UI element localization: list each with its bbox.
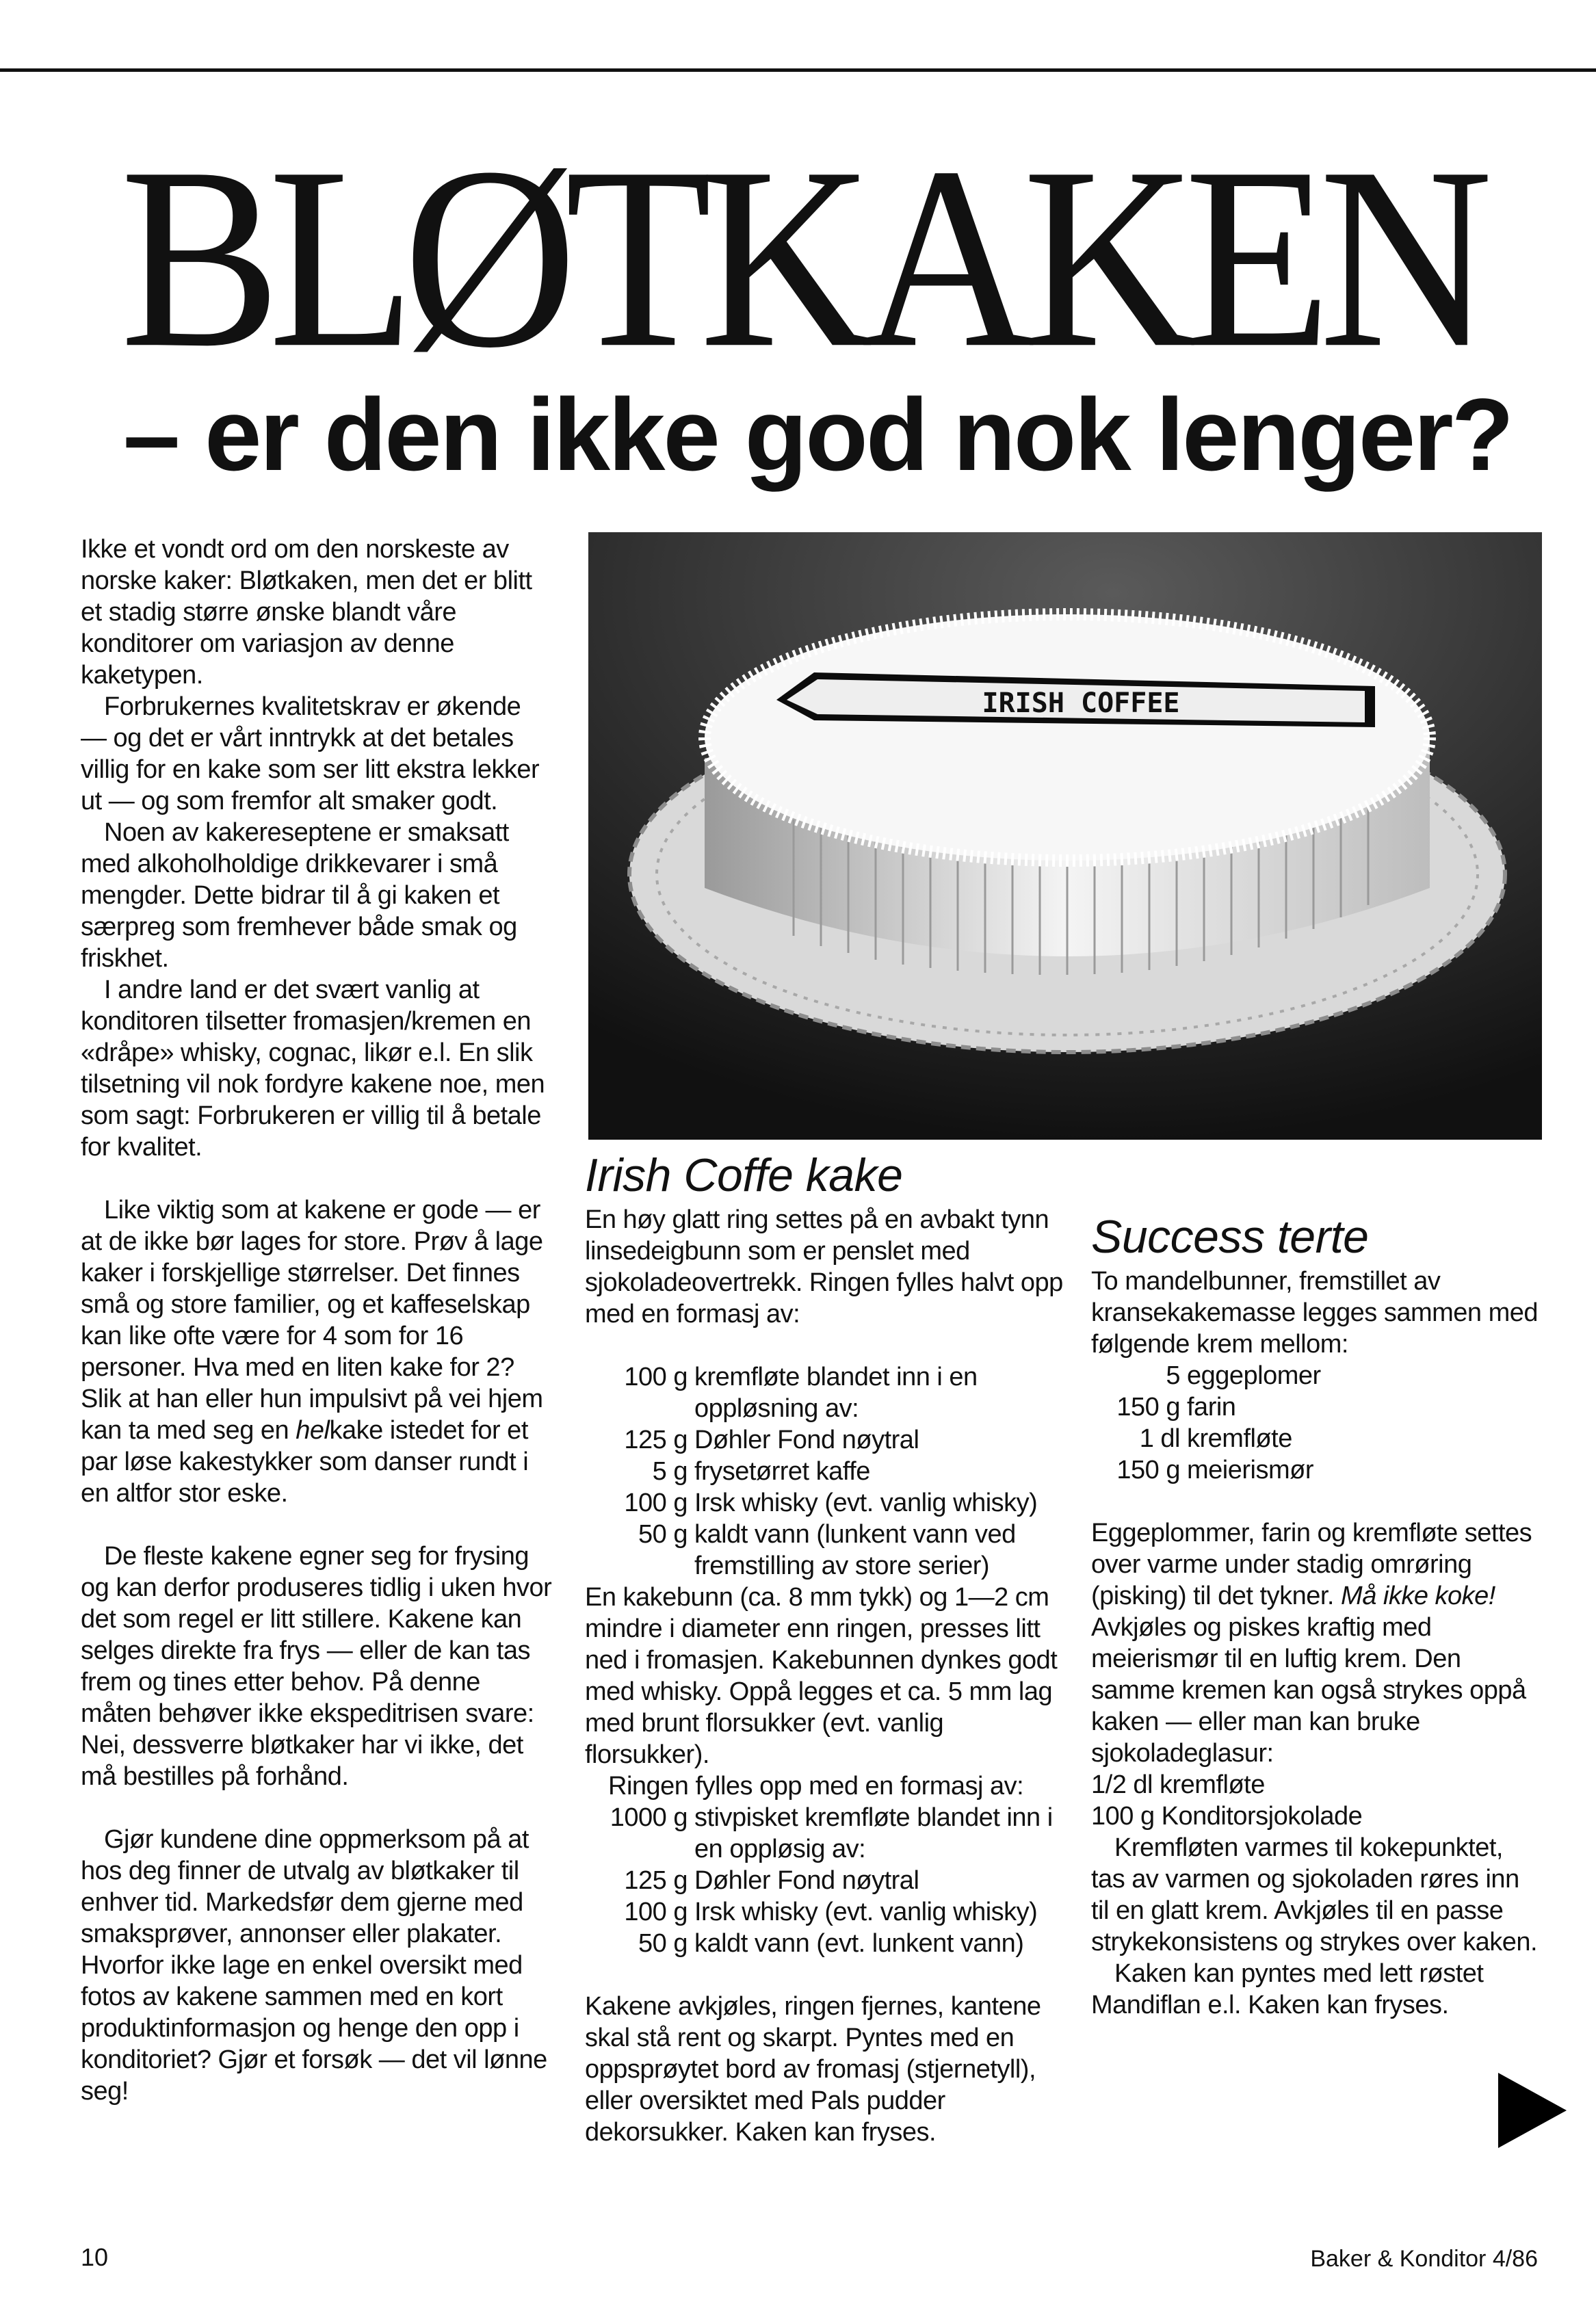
success-terte-method [1091,1517,1543,1769]
ingredient-quantity: 1000 g [610,1803,688,1832]
intro-paragraph-3: Noen av kakereseptene er smaksatt med alkoholholdige drikkevarer i små mengder. Dette bidrar til å gi kaken et særpreg som fremhever både smak og friskhet. [81,818,517,973]
page-number: 10 [81,2243,109,2271]
ingredient-quantity: 5 g [652,1457,688,1486]
cake-photo [588,532,1542,1140]
irish-coffee-ingredients-2 [585,1802,1064,1959]
ingredient-row [1091,1360,1543,1391]
ingredient-quantity: 5 [1166,1361,1180,1390]
irish-coffee-middle-1: En kakebunn (ca. 8 mm tykk) og 1—2 cm mindre i diameter enn ringen, presses litt ned i fromasjen. Kakebunnen dynkes godt med whisky. Oppå legges et ca. 5 mm lag med brunt florsukker (evt. vanlig florsukker). [585,1583,1058,1769]
ingredient-text: kremfløte blandet inn i en oppløsning av: [694,1363,978,1423]
ingredient-quantity: 100 g [624,1489,688,1517]
success-method-emphasis: Må ikke koke! [1341,1582,1495,1610]
subheadline: – er den ikke god nok lenger? [123,377,1513,492]
irish-coffee-middle-2: Ringen fylles opp med en formasj av: [608,1772,1024,1801]
intro-paragraph-5 [81,1194,553,1509]
ingredient-text: kaldt vann (evt. lunkent vann) [694,1929,1024,1958]
ingredient-row [585,1519,1064,1582]
ingredient-text: eggeplomer [1187,1361,1321,1390]
intro-paragraph-6: De fleste kakene egner seg for frysing og kan derfor produseres tidlig i uken hvor det som regel er litt stillere. Kakene kan selges direkte fra frys — eller de kan tas frem og tines etter behov. På denne måten behøver ikke ekspeditrisen svare: Nei, dessverre bløtkaker har vi ikke, det må bestilles på forhånd. [81,1542,552,1791]
ingredient-text: Døhler Fond nøytral [694,1426,919,1454]
ingredient-row [585,1424,1064,1456]
ingredient-row [1091,1454,1543,1486]
success-ingredient-cream: 1/2 dl kremfløte [1091,1770,1265,1799]
emphasis-hel: hel [296,1416,330,1445]
headline: BLØTKAKEN [120,114,1481,402]
sign-label: IRISH COFFEE [982,688,1180,719]
irish-coffee-outro: Kakene avkjøles, ringen fjernes, kantene skal stå rent og skarpt. Pyntes med en oppsprøytet bord av fromasj (stjernetyll), eller oversiktet med Pals pudder dekorsukker. Kaken kan fryses. [585,1992,1041,2147]
irish-coffee-recipe [585,1149,1064,2148]
success-terte-ingredients-1 [1091,1360,1543,1486]
irish-coffee-ingredients-1 [585,1361,1064,1582]
intro-paragraph-7: Gjør kundene dine oppmerksom på at hos deg finner de utvalg av bløtkaker til enhver tid. Markedsfør dem gjerne med smaksprøver, annonser eller plakater. Hvorfor ikke lage en enkel oversikt med fotos av kakene sammen med en kort produktinformasjon og henge den opp i konditoriet? Gjør et forsøk — det vil lønne seg! [81,1825,547,2106]
intro-paragraph-5-end: kake istedet for et par løse kakestykker som danser rundt i en altfor stor eske. [81,1416,529,1508]
ingredient-text: Irsk whisky (evt. vanlig whisky) [694,1489,1038,1517]
continue-arrow-icon [1498,2073,1567,2148]
ingredient-row [1091,1423,1543,1454]
ingredient-row [585,1456,1064,1487]
success-terte-para-3: Kaken kan pyntes med lett røstet Mandiflan e.l. Kaken kan fryses. [1091,1959,1484,2019]
ingredient-row [585,1896,1064,1928]
ingredient-row [585,1928,1064,1959]
ingredient-row [585,1361,1064,1424]
success-method-text-2: Avkjøles og piskes kraftig med meierismør til en luftig krem. Den samme kremen kan også strykes oppå kaken — eller man kan bruke sjokoladeglasur: [1091,1613,1526,1768]
ingredient-text: frysetørret kaffe [694,1457,870,1486]
ingredient-text: farin [1187,1393,1236,1422]
intro-paragraph-4: I andre land er det svært vanlig at konditoren tilsetter fromasjen/kremen en «dråpe» whisky, cognac, likør e.l. En slik tilsetning vil nok fordyre kakene noe, men som sagt: Forbrukeren er villig til å betale for kvalitet. [81,976,545,1162]
ingredient-row [1091,1391,1543,1423]
intro-paragraph-5-text: Like viktig som at kakene er gode — er at de ikke bør lages for store. Prøv å lage kaker i forskjellige størrelser. Det finnes små og store familier, og et kaffeselskap kan like ofte være for 4 som for 16 personer. Hva med en liten kake for 2? Slik at han eller hun impulsivt på vei hjem kan ta med seg en [81,1196,543,1445]
ingredient-quantity: 125 g [624,1866,688,1895]
ingredient-row [585,1865,1064,1896]
irish-coffee-title: Irish Coffe kake [585,1149,903,1201]
ingredient-text: Døhler Fond nøytral [694,1866,919,1895]
top-rule [0,68,1596,72]
ingredient-quantity: 50 g [638,1520,688,1549]
ingredient-text: Irsk whisky (evt. vanlig whisky) [694,1898,1038,1926]
cake-illustration [588,532,1542,1140]
ingredient-text: kaldt vann (lunkent vann ved fremstilling av store serier) [694,1520,1016,1580]
success-terte-para-2: Kremfløten varmes til kokepunktet, tas av varmen og sjokoladen røres inn til en glatt krem. Avkjøles til en passe strykekonsistens og strykes over kaken. [1091,1833,1538,1956]
success-terte-recipe [1091,1211,1543,2021]
success-terte-intro: To mandelbunner, fremstillet av kransekakemasse legges sammen med følgende krem mellom: [1091,1267,1539,1359]
ingredient-text: stivpisket kremfløte blandet inn i en oppløsig av: [694,1803,1053,1863]
ingredient-text: kremfløte [1187,1424,1292,1453]
ingredient-quantity: 150 g [1116,1456,1180,1484]
success-terte-title: Success terte [1091,1211,1369,1263]
irish-coffee-intro: En høy glatt ring settes på en avbakt tynn linsedeigbunn som er penslet med sjokoladeovertrekk. Ringen fylles halvt opp med en formasj av: [585,1205,1063,1328]
success-method-text: Eggeplommer, farin og kremfløte settes over varme under stadig omrøring (pisking) til det tykner. [1091,1519,1532,1610]
footer-publication: Baker & Konditor 4/86 [1310,2246,1538,2272]
success-ingredient-chocolate: 100 g Konditorsjokolade [1091,1802,1363,1831]
ingredient-quantity: 100 g [624,1898,688,1926]
ingredient-row [585,1802,1064,1865]
intro-column [81,534,553,2107]
ingredient-quantity: 1 dl [1139,1424,1180,1453]
ingredient-quantity: 125 g [624,1426,688,1454]
intro-paragraph-1: Ikke et vondt ord om den norskeste av norske kaker: Bløtkaken, men det er blitt et stadig større ønske blandt våre konditorer om variasjon av denne kaketypen. [81,535,532,690]
ingredient-row [585,1487,1064,1519]
ingredient-quantity: 100 g [624,1363,688,1391]
ingredient-quantity: 150 g [1116,1393,1180,1422]
ingredient-quantity: 50 g [638,1929,688,1958]
ingredient-text: meierismør [1187,1456,1313,1484]
intro-paragraph-2: Forbrukernes kvalitetskrav er økende — og det er vårt inntrykk at det betales villig for en kake som ser litt ekstra lekker ut — og som fremfor alt smaker godt. [81,692,540,815]
